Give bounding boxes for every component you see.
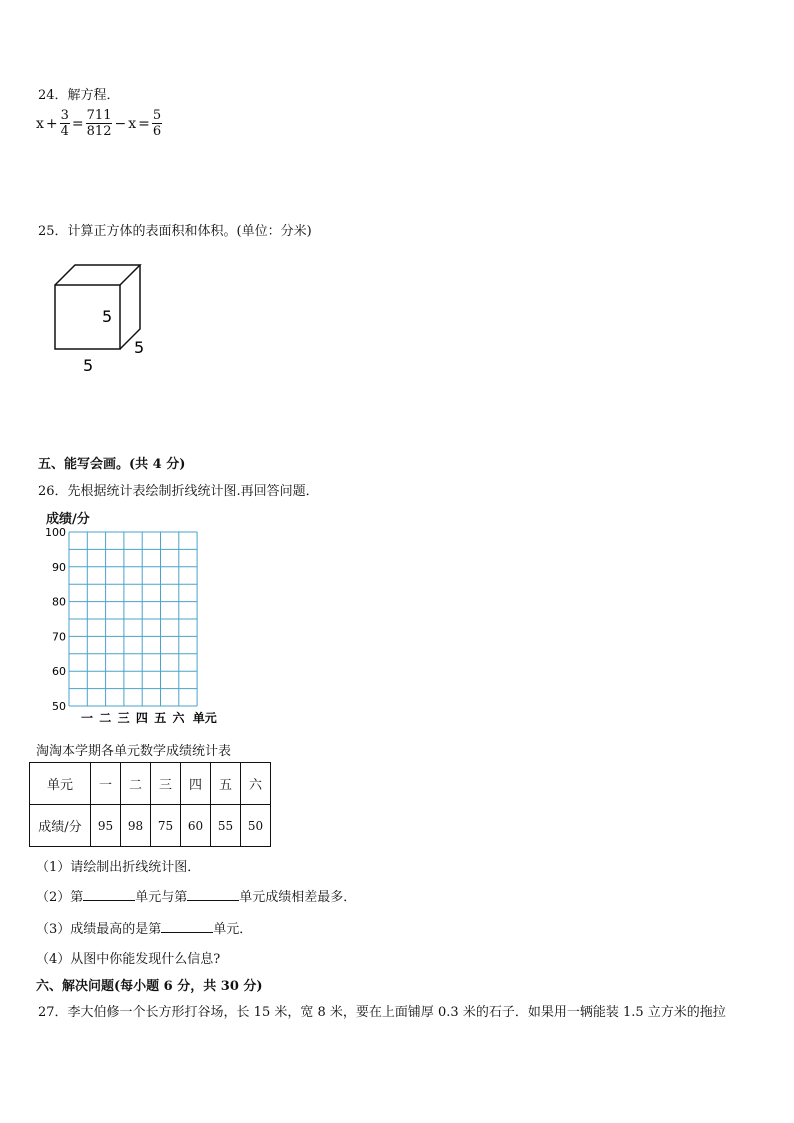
fraction-1-num: 3: [60, 108, 69, 123]
question-24-title: 24．解方程．: [38, 88, 120, 103]
eq-x2: x: [128, 115, 137, 132]
fraction-2-den: 812: [86, 124, 112, 139]
section-5-title: 五、能写会画。(共 4 分): [38, 457, 186, 472]
table-cell: 四: [181, 763, 211, 805]
table-cell: 55: [211, 805, 241, 847]
y-tick-label: 70: [52, 630, 66, 644]
eq-equals-2: =: [138, 115, 150, 132]
table-cell: 单元: [30, 763, 91, 805]
table-cell: 60: [181, 805, 211, 847]
table-cell: 成绩/分: [30, 805, 91, 847]
cube-side-face: [120, 265, 140, 349]
eq-plus: +: [45, 115, 58, 132]
x-tick-label: 三: [117, 711, 130, 725]
score-grid: [40, 522, 240, 727]
x-tick-label: 一: [80, 711, 94, 725]
fraction-2-num: 711: [86, 108, 112, 123]
cube-label-bottom: 5: [83, 356, 94, 375]
table-cell: 五: [211, 763, 241, 805]
x-tick-label: 四: [135, 711, 148, 725]
x-tick-label: 二: [99, 711, 112, 725]
y-tick-label: 100: [45, 526, 66, 539]
fraction-3-den: 6: [152, 124, 162, 139]
table-cell: 95: [91, 805, 121, 847]
eq-equals-1: =: [71, 115, 84, 132]
answer-blank[interactable]: [161, 920, 213, 933]
subquestion-3-part-b: 单元．: [213, 922, 253, 937]
y-tick-label: 50: [52, 700, 66, 713]
table-cell: 98: [121, 805, 151, 847]
subquestion-2-part-b: 单元与第: [135, 890, 188, 905]
x-tick-label: 六: [172, 711, 185, 725]
table-title: 淘淘本学期各单元数学成绩统计表: [36, 744, 232, 759]
question-26-title: 26．先根据统计表绘制折线统计图.再回答问题．: [38, 484, 319, 499]
subquestion-1: （1）请绘制出折线统计图．: [36, 860, 201, 875]
cube-top-face: [55, 265, 140, 285]
table-cell: 50: [241, 805, 271, 847]
cube-label-side: 5: [102, 307, 113, 326]
subquestion-2-part-c: 单元成绩相差最多．: [239, 890, 357, 905]
grid-ylabel: 成绩/分: [46, 512, 90, 527]
y-tick-label: 60: [52, 665, 66, 679]
score-table: [29, 762, 271, 847]
table-cell: 六: [241, 763, 271, 805]
y-tick-label: 80: [52, 595, 66, 609]
subquestion-3: [36, 918, 252, 937]
fraction-1-den: 4: [60, 124, 69, 139]
y-tick-label: 90: [52, 560, 66, 574]
x-tick-label: 五: [154, 711, 167, 725]
equation: [36, 108, 162, 139]
fraction-3: [152, 108, 162, 139]
answer-blank[interactable]: [187, 888, 239, 901]
table-cell: 二: [121, 763, 151, 805]
eq-minus: −: [114, 115, 127, 132]
subquestion-2-part-a: （2）第: [36, 890, 84, 905]
subquestion-3-part-a: （3）成绩最高的是第: [36, 922, 162, 937]
table-cell: 75: [151, 805, 181, 847]
subquestion-2: [36, 886, 356, 905]
fraction-1: [60, 108, 70, 139]
table-row-units: [30, 763, 271, 805]
section-6-title: 六、解决问题(每小题 6 分，共 30 分): [36, 979, 263, 994]
table-cell: 一: [91, 763, 121, 805]
table-row-scores: [30, 805, 271, 847]
fraction-2: [86, 108, 113, 139]
eq-x1: x: [36, 115, 44, 132]
question-25-title: 25．计算正方体的表面积和体积。(单位：分米): [38, 224, 312, 239]
x-unit-label: 单元: [192, 711, 217, 725]
fraction-3-num: 5: [152, 108, 162, 123]
answer-blank[interactable]: [83, 888, 135, 901]
cube-label-depth: 5: [134, 338, 145, 357]
subquestion-4: （4）从图中你能发现什么信息?: [36, 952, 221, 967]
table-cell: 三: [151, 763, 181, 805]
question-27-text: 27．李大伯修一个长方形打谷场，长 15 米，宽 8 米，要在上面铺厚 0.3 米的石子．如果用一辆能装 1.5 立方米的拖拉: [38, 1005, 726, 1020]
cube-figure: [50, 260, 160, 375]
